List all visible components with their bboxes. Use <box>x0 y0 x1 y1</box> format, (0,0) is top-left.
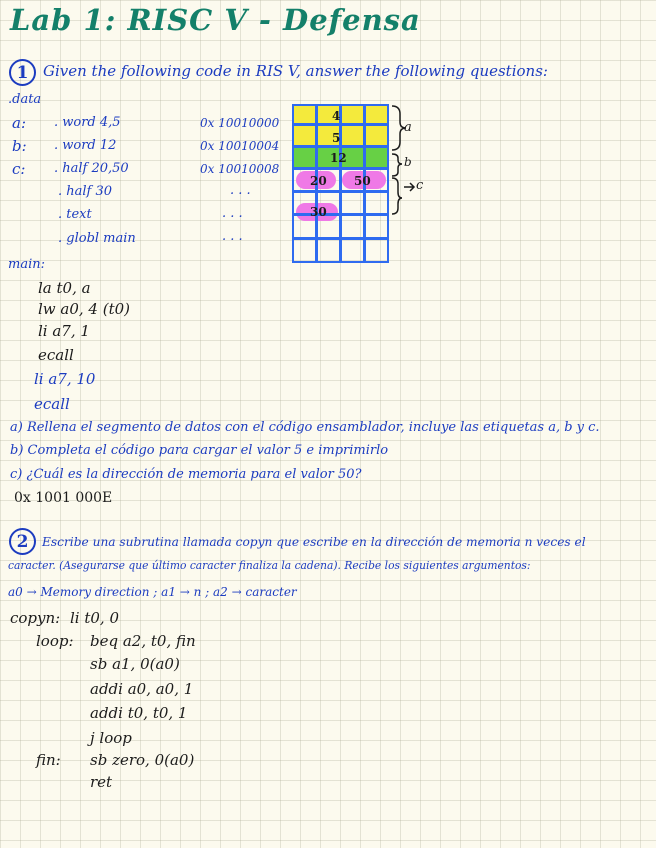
grid-value: 50 <box>354 174 371 188</box>
brace-label-c: c <box>416 178 424 193</box>
question-1c: c) ¿Cuál es la dirección de memoria para el valor 50? <box>10 467 362 482</box>
label-a: a: <box>12 114 26 132</box>
code-line: addi a0, a0, 1 <box>90 680 194 698</box>
question-1a: a) Rellena el segmento de datos con el código ensamblador, incluye las etiquetas a, b y c. <box>10 420 600 435</box>
directive-line: . text <box>58 207 92 222</box>
code-line: addi t0, t0, 1 <box>90 704 188 722</box>
ellipsis: . . . <box>222 206 243 221</box>
grid-value: 30 <box>310 205 327 219</box>
page-title: Lab 1: RISC V - Defensa <box>10 3 421 37</box>
memory-cell <box>340 191 365 215</box>
memory-cell <box>292 104 317 125</box>
main-label: main: <box>8 257 45 272</box>
fin-label: fin: <box>36 751 61 769</box>
question-1-number: 1 <box>9 59 36 86</box>
grid-value: 4 <box>332 109 341 123</box>
directive-line: . word 4,5 <box>54 115 121 130</box>
code-line: j loop <box>90 729 132 747</box>
grid-value: 12 <box>330 151 347 165</box>
directive-line: . word 12 <box>54 138 117 153</box>
address-label: 0x 10010008 <box>200 162 280 176</box>
memory-cell <box>364 104 389 125</box>
ellipsis: . . . <box>222 229 243 244</box>
code-line: ret <box>90 773 113 791</box>
memory-cell <box>364 238 389 263</box>
label-c: c: <box>12 160 26 178</box>
code-line: lw a0, 4 (t0) <box>38 300 131 318</box>
directive-line: . half 30 <box>58 184 113 199</box>
memory-cell <box>340 238 365 263</box>
memory-cell <box>364 214 389 239</box>
question-2-number: 2 <box>9 528 36 555</box>
code-line: sb a1, 0(a0) <box>90 655 180 673</box>
code-line: li a7, 1 <box>38 322 90 340</box>
code-line: beq a2, t0, fin <box>90 632 196 650</box>
directive-line: . globl main <box>58 231 136 246</box>
code-line: ecall <box>38 346 74 364</box>
brace-label-b: b <box>404 155 412 169</box>
grid-value: 20 <box>310 174 327 188</box>
memory-cell <box>340 124 365 147</box>
answer-1c: 0x 1001 000E <box>14 490 113 506</box>
memory-grid <box>292 104 388 268</box>
copyn-label: copyn: <box>10 609 61 627</box>
directive-line: . half 20,50 <box>54 161 129 176</box>
ellipsis: . . . <box>230 183 251 198</box>
memory-cell <box>292 238 317 263</box>
question-1-prompt: Given the following code in RIS V, answer the following questions: <box>43 62 548 80</box>
code-line: la t0, a <box>38 279 91 297</box>
memory-cell <box>292 124 317 147</box>
memory-cell <box>316 238 341 263</box>
loop-label: loop: <box>36 632 74 650</box>
code-line: li t0, 0 <box>70 609 120 627</box>
memory-cell <box>292 146 317 169</box>
memory-cell <box>364 191 389 215</box>
brace-label-a: a <box>404 120 412 135</box>
memory-cell <box>340 214 365 239</box>
memory-cell <box>364 146 389 169</box>
code-line: sb zero, 0(a0) <box>90 751 195 769</box>
question-1b: b) Completa el código para cargar el valor 5 e imprimirlo <box>10 443 389 458</box>
question-2-prompt-line: Escribe una subrutina llamada copyn que escribe en la dirección de memoria n veces el <box>42 535 586 549</box>
address-label: 0x 10010004 <box>200 139 280 153</box>
data-directive: .data <box>8 92 42 107</box>
label-b: b: <box>12 137 27 155</box>
code-line: li a7, 10 <box>34 370 96 388</box>
memory-cell <box>364 124 389 147</box>
memory-cell <box>340 104 365 125</box>
grid-value: 5 <box>332 131 341 145</box>
brace-marks <box>388 100 438 220</box>
address-label: 0x 10010000 <box>200 116 280 130</box>
code-line: ecall <box>34 395 70 413</box>
question-2-arguments: a0 → Memory direction ; a1 → n ; a2 → caracter <box>8 585 297 599</box>
question-2-prompt-line: caracter. (Asegurarse que último caracter finaliza la cadena). Recibe los siguientes argumentos: <box>8 559 531 572</box>
